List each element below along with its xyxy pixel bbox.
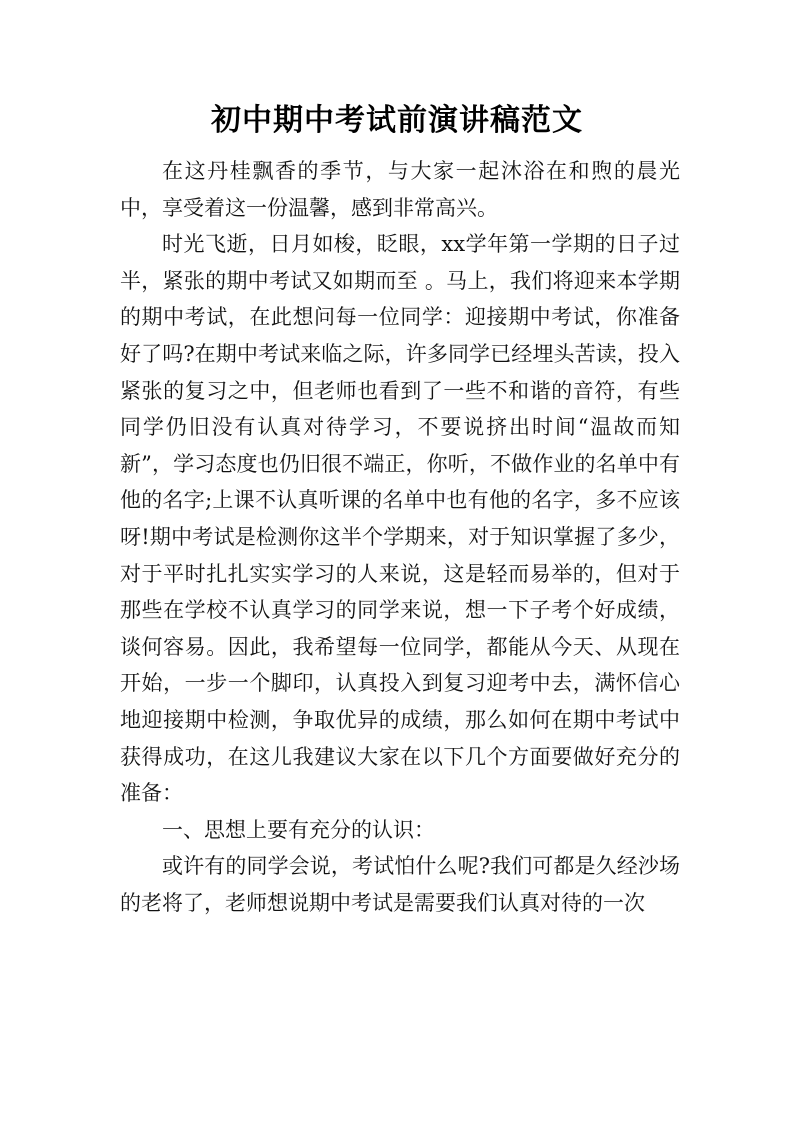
document-body [120, 153, 680, 921]
paragraph-main: 时光飞逝，日月如梭，眨眼，xx学年第一学期的日子过半，紧张的期中考试又如期而至 。马上，我们将迎来本学期的期中考试，在此想问每一位同学：迎接期中考试，你准备好了吗?在期中考试来临之际，许多同学已经埋头苦读，投入紧张的复习之中，但老师也看到了一些不和谐的音符，有些同学仍旧没有认真对待学习，不要说挤出时间“温故而知新”，学习态度也仍旧很不端正，你听，不做作业的名单中有他的名字;上课不认真听课的名单中也有他的名字，多不应该呀!期中考试是检测你这半个学期来，对于知识掌握了多少，对于平时扎扎实实学习的人来说，这是轻而易举的，但对于那些在学校不认真学习的同学来说，想一下子考个好成绩，谈何容易。因此，我希望每一位同学，都能从今天、从现在开始，一步一个脚印，认真投入到复习迎考中去，满怀信心地迎接期中检测，争取优异的成绩，那么如何在期中考试中获得成功，在这儿我建议大家在以下几个方面要做好充分的准备： [120, 232, 680, 806]
paragraph-intro: 在这丹桂飘香的季节，与大家一起沐浴在和煦的晨光中，享受着这一份温馨，感到非常高兴。 [120, 159, 680, 220]
paragraph-continuation: 或许有的同学会说，考试怕什么呢?我们可都是久经沙场的老将了，老师想说期中考试是需要我们认真对待的一次 [120, 854, 680, 915]
document-title: 初中期中考试前演讲稿范文 [211, 103, 583, 138]
section-heading: 一、思想上要有充分的认识： [162, 817, 435, 842]
